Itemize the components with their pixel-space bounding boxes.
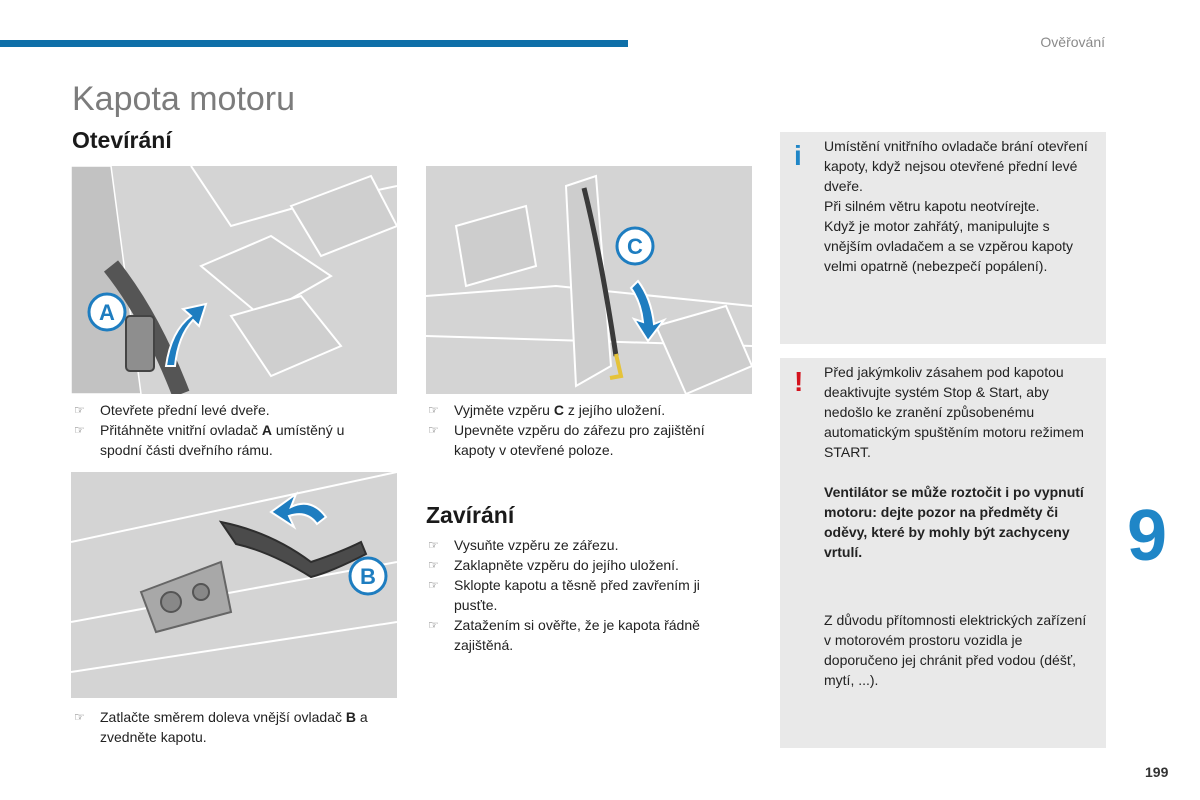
bullet-pointer-icon: ☞	[74, 423, 85, 437]
list-item: ☞ Vysuňte vzpěru ze zářezu.	[428, 537, 619, 553]
section-label: Ověřování	[1040, 34, 1105, 50]
info-icon: i	[794, 140, 802, 171]
callout-b: B	[360, 564, 376, 589]
info-text: Umístění vnitřního ovladače brání otevření kapoty, když nejsou otevřené přední levé dveře.	[824, 138, 1088, 194]
info-note	[780, 132, 1106, 344]
warning-icon: !	[794, 366, 804, 397]
bullet-pointer-icon: ☞	[428, 558, 439, 572]
info-text: Při silném větru kapotu neotvírejte.	[824, 198, 1040, 214]
warning-text-2: Z důvodu přítomnosti elektrických zařízení v motorovém prostoru vozidla je doporučeno jej chránit před vodou (déšť, mytí, ...).	[824, 612, 1087, 688]
bullet-pointer-icon: ☞	[428, 423, 439, 437]
opening-heading: Otevírání	[72, 127, 172, 153]
list-item: ☞ Sklopte kapotu a těsně před zavřením ji pusťte.	[428, 577, 700, 613]
list-item: ☞ Zatažením si ověřte, že je kapota řádně zajištěná.	[428, 617, 700, 653]
bullet-pointer-icon: ☞	[428, 578, 439, 592]
info-text: Když je motor zahřátý, manipulujte s vnějším ovladačem a se vzpěrou kapoty velmi opatrně (nebezpečí popálení).	[824, 218, 1074, 274]
list-item: ☞ Vyjměte vzpěru C z jejího uložení.	[428, 402, 666, 418]
warning-text: Před jakýmkoliv zásahem pod kapotou deaktivujte systém Stop & Start, aby nedošlo ke zranění způsobenému automatickým spuštěním motoru režimem START.	[824, 364, 1084, 460]
list-item: ☞ Zatlačte směrem doleva vnější ovladač B a zvedněte kapotu.	[74, 709, 368, 745]
opening-steps-left	[72, 400, 382, 460]
list-item: ☞ Zaklapněte vzpěru do jejího uložení.	[428, 557, 679, 573]
bullet-pointer-icon: ☞	[74, 403, 85, 417]
warning-note	[780, 358, 1106, 748]
illustration-lever-a	[71, 166, 397, 394]
opening-steps-right	[426, 400, 746, 460]
list-item: ☞ Přitáhněte vnitřní ovladač A umístěný u spodní části dveřního rámu.	[74, 422, 345, 458]
bullet-pointer-icon: ☞	[428, 618, 439, 632]
warning-bold-text: Ventilátor se může roztočit i po vypnutí motoru: dejte pozor na předměty či oděvy, které by mohly být zachyceny vrtulí.	[824, 484, 1084, 560]
closing-steps	[426, 535, 746, 655]
closing-heading: Zavírání	[426, 502, 515, 528]
callout-c: C	[627, 234, 643, 259]
header-bar	[0, 40, 628, 47]
illustration-strut-c	[426, 166, 752, 394]
callout-a: A	[99, 300, 115, 325]
list-item: ☞ Otevřete přední levé dveře.	[74, 402, 270, 418]
page-number: 199	[1145, 764, 1169, 780]
bullet-pointer-icon: ☞	[428, 403, 439, 417]
opening-steps-bottom	[72, 707, 392, 747]
list-item: ☞ Upevněte vzpěru do zářezu pro zajištění kapoty v otevřené poloze.	[428, 422, 705, 458]
chapter-number: 9	[1127, 496, 1168, 576]
illustration-lever-b	[71, 472, 397, 698]
bullet-pointer-icon: ☞	[428, 538, 439, 552]
page-title: Kapota motoru	[72, 80, 296, 118]
bullet-pointer-icon: ☞	[74, 710, 85, 724]
